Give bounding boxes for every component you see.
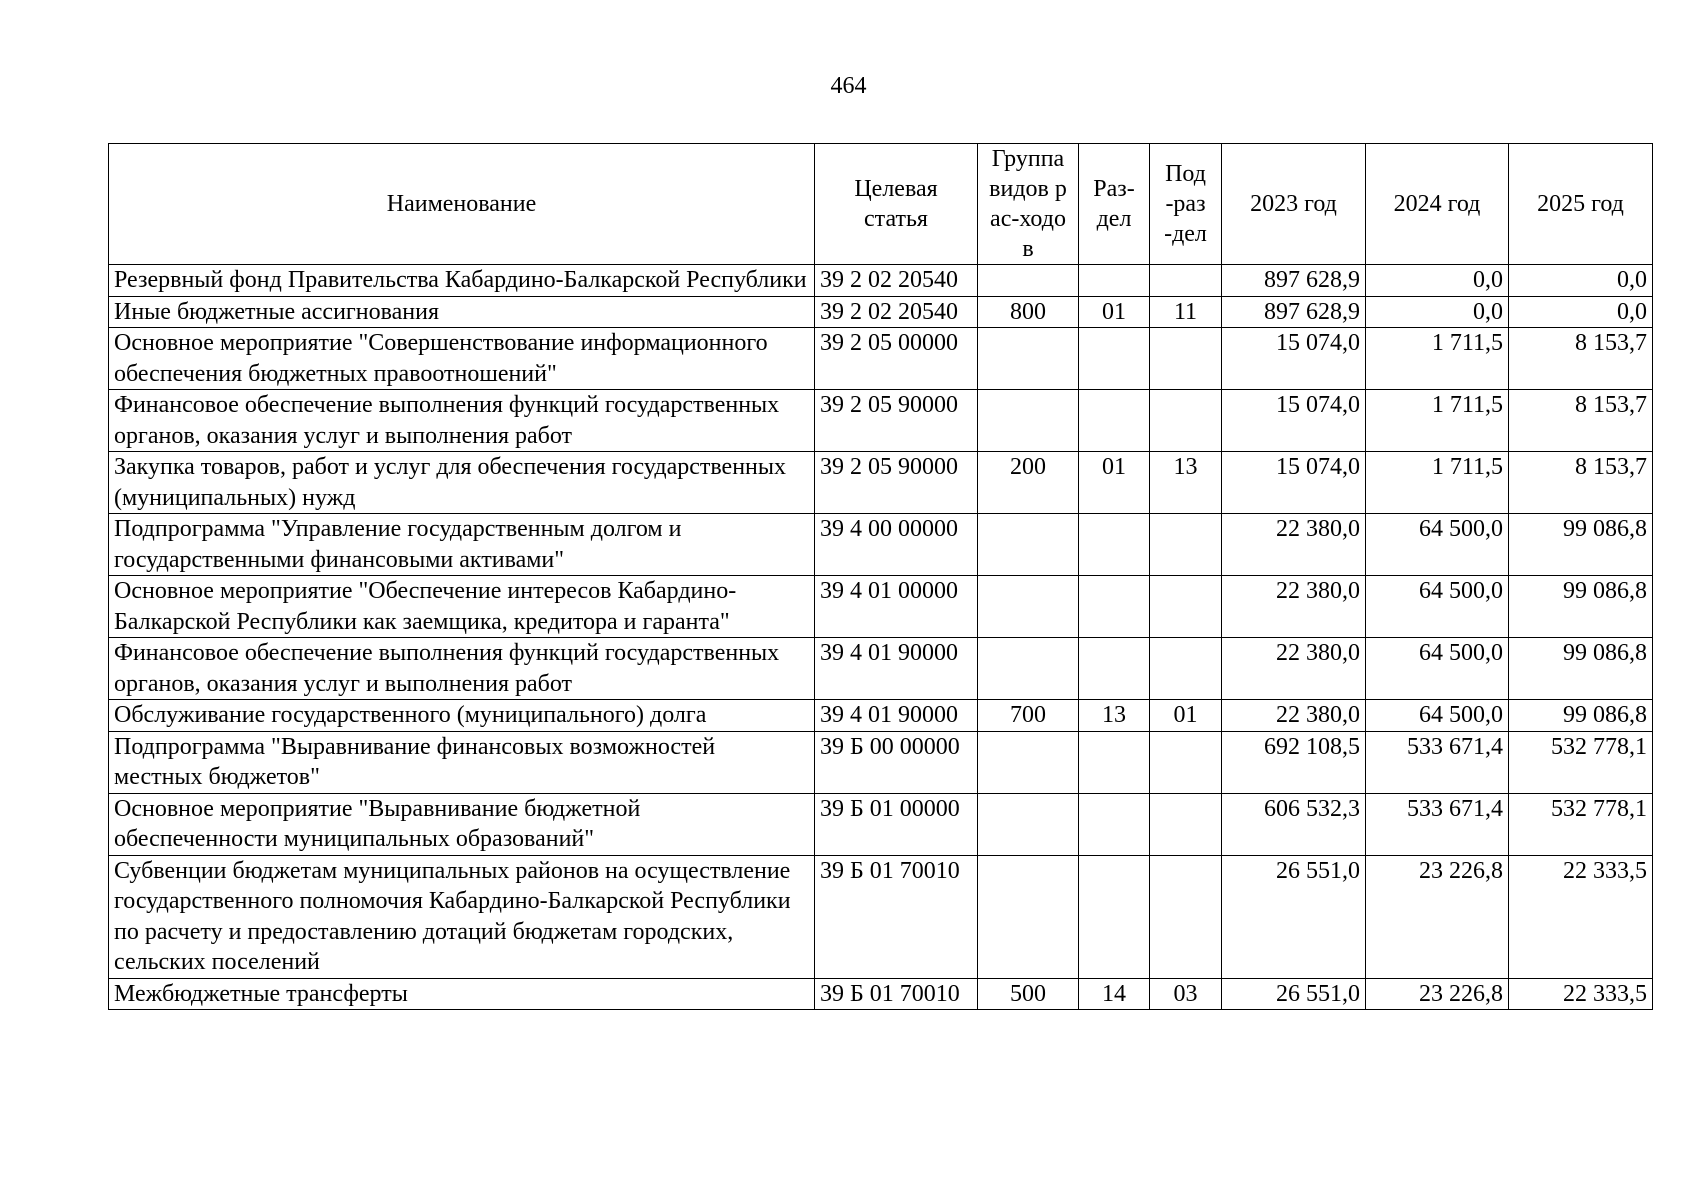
cell-code: 39 Б 01 70010 [815,855,978,978]
cell-podrazdel [1150,731,1222,793]
cell-2025: 532 778,1 [1509,731,1653,793]
cell-2024: 64 500,0 [1366,576,1509,638]
header-podrazdel-text: Под-раз-дел [1164,161,1207,247]
header-name: Наименование [109,144,815,265]
page-number: 464 [830,73,867,99]
cell-code: 39 2 05 90000 [815,390,978,452]
cell-2023: 15 074,0 [1222,390,1366,452]
cell-2025: 8 153,7 [1509,328,1653,390]
table-row [109,731,1653,793]
cell-2024: 533 671,4 [1366,731,1509,793]
cell-razdel [1079,731,1150,793]
header-razdel-text: Раз-дел [1093,176,1135,232]
cell-podrazdel: 13 [1150,452,1222,514]
cell-razdel [1079,638,1150,700]
header-podrazdel [1150,144,1222,265]
cell-2023: 26 551,0 [1222,978,1366,1010]
cell-group: 700 [978,700,1079,732]
cell-code: 39 4 01 90000 [815,638,978,700]
cell-2025: 0,0 [1509,265,1653,297]
table-row [109,855,1653,978]
table-row [109,390,1653,452]
table-row [109,452,1653,514]
cell-group [978,855,1079,978]
cell-group: 800 [978,296,1079,328]
cell-2023: 897 628,9 [1222,265,1366,297]
cell-code: 39 4 00 00000 [815,514,978,576]
cell-group [978,576,1079,638]
header-2025: 2025 год [1509,144,1653,265]
cell-code: 39 4 01 90000 [815,700,978,732]
cell-2025: 0,0 [1509,296,1653,328]
header-group-text: Группа видов рас-ходов [989,146,1067,262]
header-2024: 2024 год [1366,144,1509,265]
cell-2024: 23 226,8 [1366,978,1509,1010]
cell-name: Резервный фонд Правительства Кабардино-Балкарской Республики [109,265,815,297]
cell-code: 39 2 02 20540 [815,296,978,328]
cell-code: 39 Б 00 00000 [815,731,978,793]
cell-2024: 1 711,5 [1366,390,1509,452]
cell-razdel: 13 [1079,700,1150,732]
cell-name: Обслуживание государственного (муниципального) долга [109,700,815,732]
cell-podrazdel: 11 [1150,296,1222,328]
cell-razdel: 01 [1079,296,1150,328]
cell-razdel [1079,328,1150,390]
cell-2023: 22 380,0 [1222,576,1366,638]
cell-2024: 1 711,5 [1366,452,1509,514]
cell-2024: 64 500,0 [1366,700,1509,732]
cell-group [978,793,1079,855]
cell-2025: 22 333,5 [1509,855,1653,978]
header-row [109,144,1653,265]
cell-group: 500 [978,978,1079,1010]
cell-podrazdel: 03 [1150,978,1222,1010]
cell-2025: 99 086,8 [1509,700,1653,732]
cell-2025: 8 153,7 [1509,452,1653,514]
cell-code: 39 Б 01 00000 [815,793,978,855]
cell-name: Межбюджетные трансферты [109,978,815,1010]
cell-podrazdel [1150,638,1222,700]
cell-group [978,731,1079,793]
cell-2025: 22 333,5 [1509,978,1653,1010]
cell-code: 39 4 01 00000 [815,576,978,638]
cell-2025: 99 086,8 [1509,514,1653,576]
cell-code: 39 2 05 90000 [815,452,978,514]
cell-group [978,514,1079,576]
cell-name: Основное мероприятие "Обеспечение интересов Кабардино-Балкарской Республики как заемщика, кредитора и гаранта" [109,576,815,638]
cell-2024: 23 226,8 [1366,855,1509,978]
cell-razdel [1079,855,1150,978]
table-row [109,576,1653,638]
table-row [109,296,1653,328]
table-row [109,793,1653,855]
cell-group: 200 [978,452,1079,514]
header-razdel [1079,144,1150,265]
cell-2023: 22 380,0 [1222,638,1366,700]
cell-name: Подпрограмма "Управление государственным долгом и государственными финансовыми активами" [109,514,815,576]
cell-razdel [1079,576,1150,638]
cell-2023: 897 628,9 [1222,296,1366,328]
cell-name: Закупка товаров, работ и услуг для обеспечения государственных (муниципальных) нужд [109,452,815,514]
cell-name: Иные бюджетные ассигнования [109,296,815,328]
cell-group [978,265,1079,297]
cell-2023: 22 380,0 [1222,514,1366,576]
cell-2023: 26 551,0 [1222,855,1366,978]
cell-name: Основное мероприятие "Выравнивание бюджетной обеспеченности муниципальных образований" [109,793,815,855]
cell-name: Основное мероприятие "Совершенствование информационного обеспечения бюджетных правоотношений" [109,328,815,390]
cell-code: 39 Б 01 70010 [815,978,978,1010]
table-row [109,638,1653,700]
cell-podrazdel [1150,265,1222,297]
cell-2024: 0,0 [1366,296,1509,328]
cell-2023: 15 074,0 [1222,452,1366,514]
header-code-text: Целевая статья [854,176,938,232]
cell-group [978,638,1079,700]
cell-group [978,390,1079,452]
cell-podrazdel [1150,793,1222,855]
table-row [109,514,1653,576]
cell-2025: 99 086,8 [1509,576,1653,638]
cell-2023: 22 380,0 [1222,700,1366,732]
cell-2023: 606 532,3 [1222,793,1366,855]
cell-2023: 692 108,5 [1222,731,1366,793]
cell-razdel [1079,265,1150,297]
cell-2025: 99 086,8 [1509,638,1653,700]
table-row [109,265,1653,297]
cell-2025: 8 153,7 [1509,390,1653,452]
cell-2024: 0,0 [1366,265,1509,297]
cell-name: Подпрограмма "Выравнивание финансовых возможностей местных бюджетов" [109,731,815,793]
header-code [815,144,978,265]
cell-razdel [1079,390,1150,452]
cell-2024: 64 500,0 [1366,514,1509,576]
cell-2024: 533 671,4 [1366,793,1509,855]
cell-2024: 1 711,5 [1366,328,1509,390]
cell-podrazdel [1150,514,1222,576]
cell-razdel: 01 [1079,452,1150,514]
cell-2024: 64 500,0 [1366,638,1509,700]
cell-podrazdel [1150,855,1222,978]
table-row [109,978,1653,1010]
cell-code: 39 2 05 00000 [815,328,978,390]
cell-name: Субвенции бюджетам муниципальных районов на осуществление государственного полномочия Кабардино-Балкарской Республики по расчету и предоставлению дотаций бюджетам городских, сельских поселений [109,855,815,978]
cell-podrazdel: 01 [1150,700,1222,732]
cell-code: 39 2 02 20540 [815,265,978,297]
cell-podrazdel [1150,576,1222,638]
cell-razdel [1079,793,1150,855]
cell-2023: 15 074,0 [1222,328,1366,390]
header-group [978,144,1079,265]
table-row [109,328,1653,390]
cell-podrazdel [1150,390,1222,452]
table-row [109,700,1653,732]
cell-razdel [1079,514,1150,576]
cell-group [978,328,1079,390]
header-2023: 2023 год [1222,144,1366,265]
cell-razdel: 14 [1079,978,1150,1010]
cell-podrazdel [1150,328,1222,390]
cell-name: Финансовое обеспечение выполнения функций государственных органов, оказания услуг и выполнения работ [109,390,815,452]
budget-table [108,143,1653,1010]
cell-2025: 532 778,1 [1509,793,1653,855]
cell-name: Финансовое обеспечение выполнения функций государственных органов, оказания услуг и выполнения работ [109,638,815,700]
